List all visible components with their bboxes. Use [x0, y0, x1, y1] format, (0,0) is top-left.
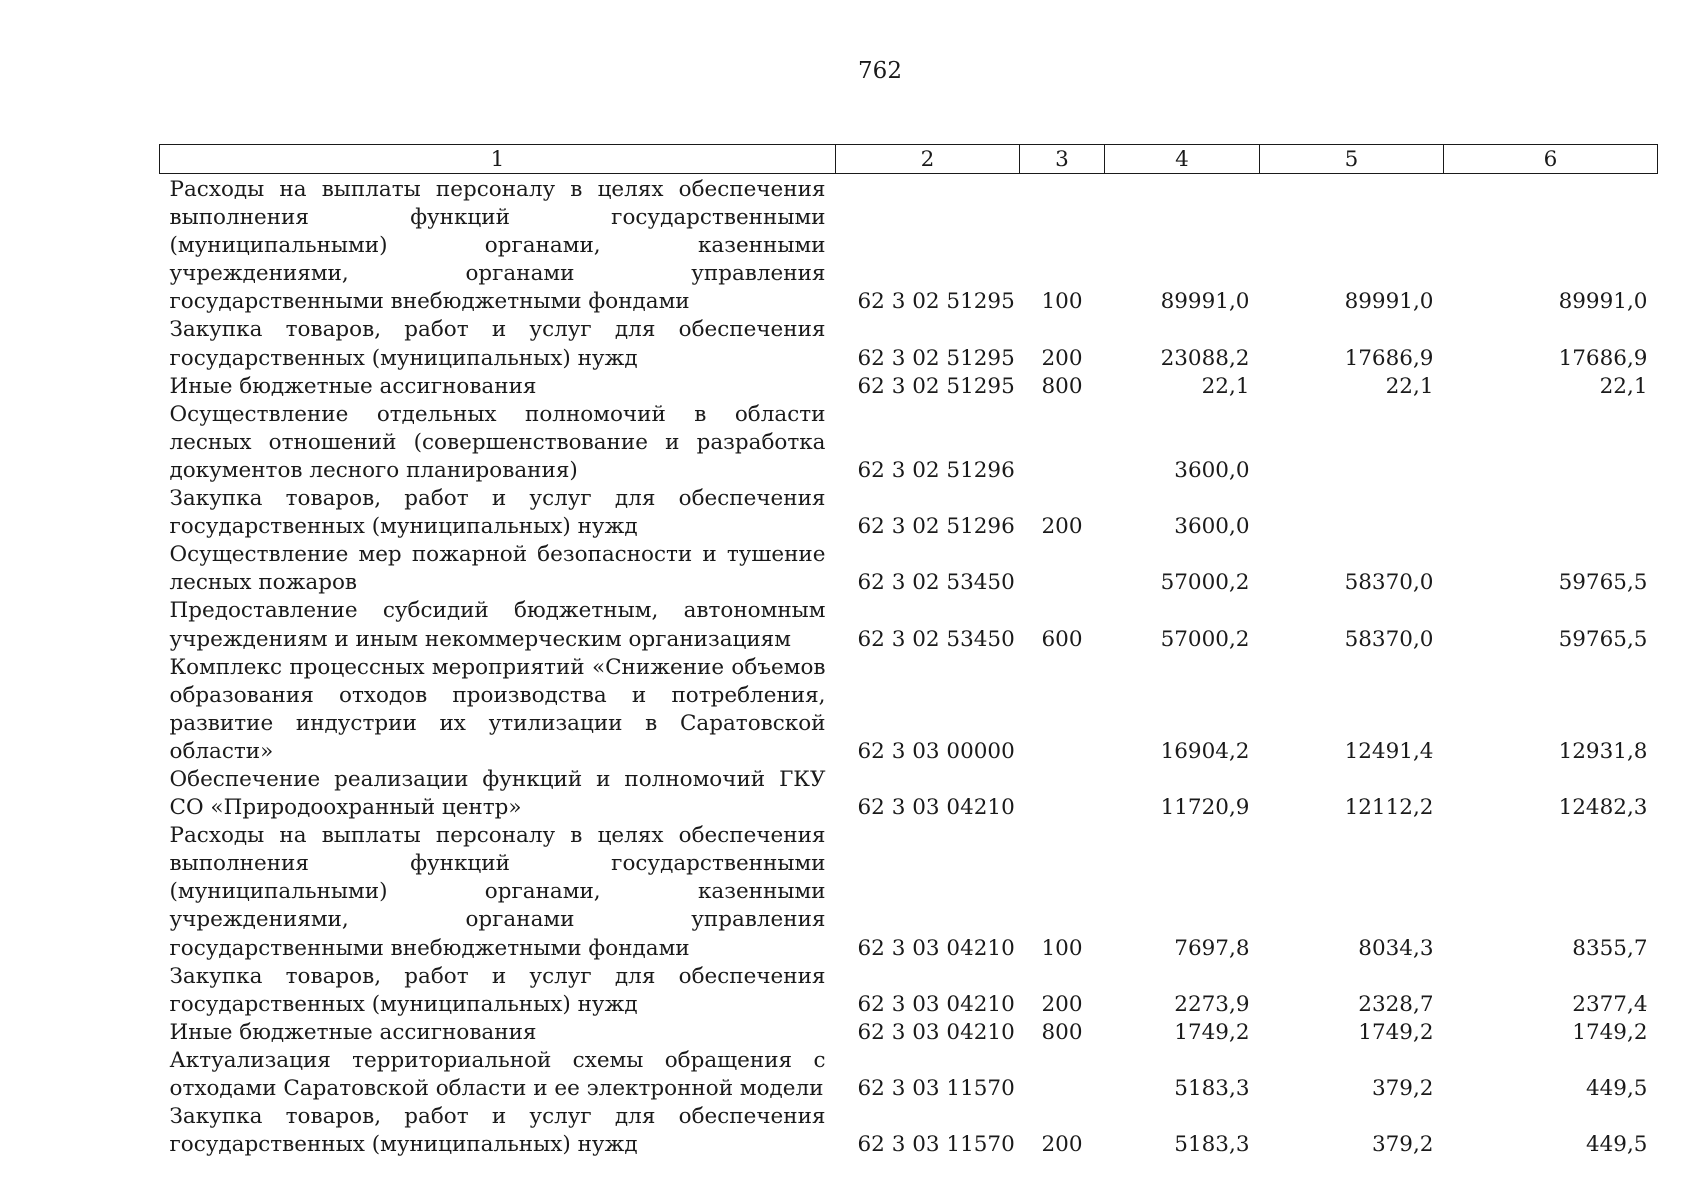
- page-number: 762: [858, 58, 902, 84]
- row-name: Иные бюджетные ассигнования: [169, 373, 537, 399]
- row-name: Закупка товаров, работ и услуг для обеспечения государственных (муниципальных) нужд: [169, 486, 826, 540]
- table-row: [160, 174, 1658, 317]
- table-row: [160, 373, 1658, 401]
- row-value-col4: 5183,3: [1174, 1076, 1250, 1101]
- row-code: 62 3 02 51295: [857, 289, 1015, 315]
- row-value-col4: 57000,2: [1160, 626, 1250, 652]
- row-value-col6: 17686,9: [1558, 345, 1648, 371]
- table-row: [160, 597, 1658, 653]
- row-name: Обеспечение реализации функций и полномочий ГКУ СО «Природоохранный центр»: [169, 766, 826, 821]
- table-body: [160, 174, 1658, 1160]
- row-value-col5: 8034,3: [1358, 935, 1434, 961]
- row-value-col5: 379,2: [1371, 1132, 1434, 1158]
- row-value-col5: 2328,7: [1358, 991, 1434, 1017]
- row-code: 62 3 02 51296: [857, 457, 1015, 483]
- row-value-col4: 16904,2: [1160, 738, 1250, 764]
- row-name: Осуществление мер пожарной безопасности и тушение лесных пожаров: [169, 542, 826, 596]
- row-name: Расходы на выплаты персоналу в целях обеспечения выполнения функций государственными (муниципальными) органами, казенными учреждениями, органами управления государственными внебюджетными фондами: [169, 177, 826, 315]
- row-code: 62 3 02 51295: [857, 345, 1015, 371]
- row-value-col6: 449,5: [1585, 1132, 1648, 1158]
- row-value-col4: 11720,9: [1160, 795, 1250, 821]
- row-value-col5: [1260, 485, 1444, 541]
- table-header: [160, 145, 1658, 174]
- table-row: [160, 822, 1658, 962]
- row-name: Актуализация территориальной схемы обращения с отходами Саратовской области и ее электронной модели: [169, 1047, 826, 1101]
- row-expense-type: [1020, 654, 1105, 766]
- budget-table: [159, 144, 1658, 1159]
- row-value-col4: 22,1: [1201, 373, 1250, 399]
- row-value-col5: 1749,2: [1358, 1019, 1434, 1045]
- table-row: [160, 541, 1658, 597]
- row-value-col4: 5183,3: [1174, 1132, 1250, 1158]
- column-header-1: 1: [160, 145, 836, 174]
- table-row: [160, 316, 1658, 372]
- row-value-col4: 3600,0: [1174, 457, 1250, 483]
- row-value-col5: [1260, 401, 1444, 485]
- column-header-3: 3: [1020, 145, 1105, 174]
- row-value-col4: 3600,0: [1174, 514, 1250, 540]
- table-row: [160, 401, 1658, 485]
- row-value-col5: 89991,0: [1344, 289, 1434, 315]
- table-row: [160, 766, 1658, 822]
- column-header-2: 2: [836, 145, 1020, 174]
- row-code: 62 3 03 04210: [857, 935, 1015, 961]
- row-code: 62 3 02 51295: [857, 373, 1015, 399]
- table-row: [160, 1103, 1658, 1159]
- row-name: Предоставление субсидий бюджетным, автономным учреждениям и иным некоммерческим организациям: [169, 598, 826, 652]
- row-value-col6: [1444, 401, 1658, 485]
- row-name: Закупка товаров, работ и услуг для обеспечения государственных (муниципальных) нужд: [169, 317, 826, 371]
- row-value-col5: 22,1: [1385, 373, 1434, 399]
- row-value-col6: 22,1: [1599, 373, 1648, 399]
- row-expense-type: [1020, 401, 1105, 485]
- row-value-col6: 8355,7: [1572, 935, 1648, 961]
- row-code: 62 3 03 00000: [857, 738, 1015, 764]
- row-expense-type: 100: [1041, 289, 1083, 315]
- row-name: Расходы на выплаты персоналу в целях обеспечения выполнения функций государственными (муниципальными) органами, казенными учреждениями, органами управления государственными внебюджетными фондами: [169, 823, 826, 961]
- row-name: Иные бюджетные ассигнования: [169, 1019, 537, 1045]
- row-code: 62 3 03 11570: [857, 1132, 1015, 1158]
- row-value-col4: 2273,9: [1174, 991, 1250, 1017]
- row-value-col4: 89991,0: [1160, 289, 1250, 315]
- row-value-col5: 12491,4: [1344, 738, 1434, 764]
- row-value-col5: 58370,0: [1344, 626, 1434, 652]
- row-expense-type: 200: [1041, 1132, 1083, 1158]
- row-value-col6: 59765,5: [1558, 570, 1648, 596]
- table-row: [160, 485, 1658, 541]
- row-code: 62 3 03 04210: [857, 991, 1015, 1017]
- row-name: Осуществление отдельных полномочий в области лесных отношений (совершенствование и разработка документов лесного планирования): [169, 401, 826, 483]
- row-code: 62 3 03 04210: [857, 1019, 1015, 1045]
- row-value-col4: 1749,2: [1174, 1019, 1250, 1045]
- row-name: Комплекс процессных мероприятий «Снижение объемов образования отходов производства и потребления, развитие индустрии их утилизации в Саратовской области»: [169, 654, 826, 764]
- row-value-col6: 449,5: [1585, 1076, 1648, 1101]
- row-code: 62 3 02 53450: [857, 626, 1015, 652]
- row-value-col6: 2377,4: [1572, 991, 1648, 1017]
- row-value-col6: 12482,3: [1558, 795, 1648, 821]
- table-row: [160, 1019, 1658, 1047]
- row-value-col4: 23088,2: [1160, 345, 1250, 371]
- row-expense-type: 800: [1041, 373, 1083, 399]
- row-expense-type: [1020, 1047, 1105, 1103]
- row-value-col4: 57000,2: [1160, 570, 1250, 596]
- column-header-5: 5: [1260, 145, 1444, 174]
- row-name: Закупка товаров, работ и услуг для обеспечения государственных (муниципальных) нужд: [169, 1104, 826, 1158]
- row-code: 62 3 02 51296: [857, 514, 1015, 540]
- row-value-col5: 58370,0: [1344, 570, 1434, 596]
- row-expense-type: [1020, 766, 1105, 822]
- row-value-col6: [1444, 485, 1658, 541]
- row-expense-type: 200: [1041, 514, 1083, 540]
- header-row: [160, 145, 1658, 174]
- row-expense-type: 200: [1041, 991, 1083, 1017]
- row-value-col4: 7697,8: [1174, 935, 1250, 961]
- row-expense-type: 600: [1041, 626, 1083, 652]
- row-value-col6: 59765,5: [1558, 626, 1648, 652]
- row-value-col6: 1749,2: [1572, 1019, 1648, 1045]
- row-expense-type: 200: [1041, 345, 1083, 371]
- row-value-col6: 12931,8: [1558, 738, 1648, 764]
- row-code: 62 3 03 11570: [857, 1076, 1015, 1101]
- row-code: 62 3 03 04210: [857, 795, 1015, 821]
- row-code: 62 3 02 53450: [857, 570, 1015, 596]
- row-expense-type: 800: [1041, 1019, 1083, 1045]
- row-value-col5: 379,2: [1371, 1076, 1434, 1101]
- row-value-col5: 12112,2: [1344, 795, 1434, 821]
- column-header-4: 4: [1105, 145, 1260, 174]
- table-row: [160, 654, 1658, 766]
- column-header-6: 6: [1444, 145, 1658, 174]
- table-row: [160, 1047, 1658, 1103]
- row-value-col6: 89991,0: [1558, 289, 1648, 315]
- row-expense-type: [1020, 541, 1105, 597]
- row-expense-type: 100: [1041, 935, 1083, 961]
- table-row: [160, 963, 1658, 1019]
- row-value-col5: 17686,9: [1344, 345, 1434, 371]
- row-name: Закупка товаров, работ и услуг для обеспечения государственных (муниципальных) нужд: [169, 963, 826, 1017]
